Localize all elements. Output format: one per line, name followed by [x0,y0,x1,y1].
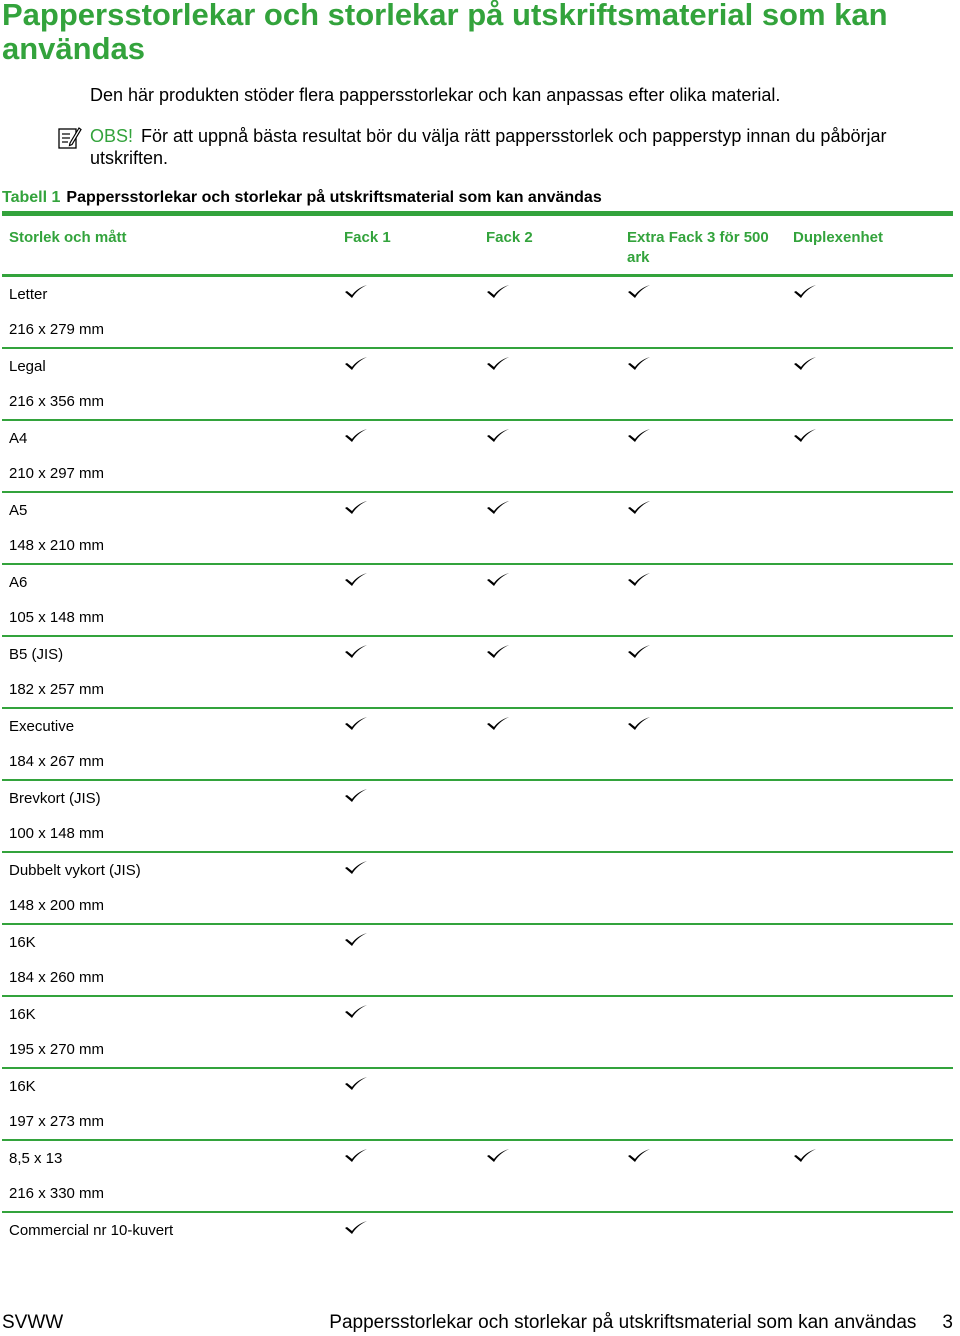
column-header-tray2: Fack 2 [479,216,620,276]
support-cell [620,564,786,600]
checkmark-icon [793,356,817,372]
checkmark-icon [344,572,368,588]
table-row-dimensions [2,888,953,924]
empty-cell [337,312,479,348]
checkmark-icon [793,428,817,444]
checkmark-icon [627,284,651,300]
table-row-dimensions [2,384,953,420]
page-footer [2,1312,953,1336]
empty-cell [786,672,953,708]
support-cell [786,492,953,528]
column-header-duplex: Duplexenhet [786,216,953,276]
page-number: 3 [942,1312,953,1333]
support-cell [786,996,953,1032]
empty-cell [337,672,479,708]
empty-cell [786,816,953,852]
empty-cell [479,744,620,780]
footer-left: SVWW [2,1312,64,1333]
support-cell [479,924,620,960]
size-name: 8,5 x 13 [9,1149,63,1167]
support-cell [786,1140,953,1176]
empty-cell [337,1176,479,1212]
support-cell [786,420,953,456]
support-cell [479,636,620,672]
support-cell [620,420,786,456]
size-name: 16K [9,933,36,951]
empty-cell [620,960,786,996]
checkmark-icon [486,716,510,732]
empty-cell [786,312,953,348]
support-cell [620,924,786,960]
checkmark-icon [344,500,368,516]
support-cell [337,564,479,600]
empty-cell [337,1104,479,1140]
table-row [2,996,953,1032]
empty-cell [786,1032,953,1068]
support-cell [786,708,953,744]
support-cell [337,780,479,816]
checkmark-icon [344,428,368,444]
table-row [2,420,953,456]
support-cell [786,636,953,672]
table-row-dimensions [2,456,953,492]
empty-cell [337,816,479,852]
support-cell [620,276,786,312]
empty-cell [786,528,953,564]
column-header-tray1: Fack 1 [337,216,479,276]
intro-paragraph: Den här produkten stöder flera pappersstorlekar och kan anpassas efter olika material. [90,85,781,105]
table-row [2,492,953,528]
support-cell [620,1140,786,1176]
table-row [2,780,953,816]
checkmark-icon [627,356,651,372]
support-cell [337,492,479,528]
checkmark-icon [486,572,510,588]
note-text: För att uppnå bästa resultat bör du välja rätt pappersstorlek och papperstyp innan du påbörjar utskriften. [90,126,887,168]
empty-cell [479,816,620,852]
support-cell [620,1068,786,1104]
table-row-dimensions [2,1104,953,1140]
empty-cell [620,384,786,420]
empty-cell [479,600,620,636]
table-row-dimensions [2,744,953,780]
table-row [2,348,953,384]
size-name: A5 [9,501,28,519]
table-header-row [2,216,953,276]
checkmark-icon [344,644,368,660]
support-cell [479,1068,620,1104]
support-cell [620,636,786,672]
empty-cell [620,1032,786,1068]
support-cell [337,708,479,744]
support-cell [479,1212,620,1248]
size-dimensions: 184 x 267 mm [2,744,337,780]
support-cell [337,636,479,672]
checkmark-icon [344,1148,368,1164]
support-cell [479,708,620,744]
checkmark-icon [344,932,368,948]
empty-cell [479,456,620,492]
support-cell [337,420,479,456]
table-row-dimensions [2,1032,953,1068]
size-name: B5 (JIS) [9,645,64,663]
empty-cell [786,1104,953,1140]
support-cell [786,1068,953,1104]
empty-cell [786,456,953,492]
empty-cell [620,528,786,564]
table-row [2,708,953,744]
checkmark-icon [627,716,651,732]
size-name: Legal [9,357,46,375]
empty-cell [786,744,953,780]
size-name: 16K [9,1005,36,1023]
support-cell [337,996,479,1032]
support-cell [479,420,620,456]
table-caption-text: Pappersstorlekar och storlekar på utskriftsmaterial som kan användas [66,189,602,206]
empty-cell [337,960,479,996]
table-row-dimensions [2,816,953,852]
table-body [2,276,953,1248]
size-dimensions: 195 x 270 mm [2,1032,337,1068]
empty-cell [620,1104,786,1140]
checkmark-icon [344,356,368,372]
support-cell [337,1212,479,1248]
table-caption-prefix: Tabell 1 [2,189,61,206]
size-dimensions: 182 x 257 mm [2,672,337,708]
table-row [2,636,953,672]
size-name: Commercial nr 10-kuvert [9,1221,174,1239]
size-dimensions: 105 x 148 mm [2,600,337,636]
checkmark-icon [627,644,651,660]
support-cell [337,348,479,384]
support-cell [786,1212,953,1248]
size-dimensions: 197 x 273 mm [2,1104,337,1140]
table-row [2,1212,953,1248]
support-cell [620,708,786,744]
paper-size-table [2,211,953,1248]
support-cell [620,996,786,1032]
page-title: Pappersstorlekar och storlekar på utskriftsmaterial som kan användas [2,0,888,66]
empty-cell [786,1176,953,1212]
checkmark-icon [344,1220,368,1236]
empty-cell [479,1176,620,1212]
size-name: Executive [9,717,75,735]
support-cell [337,924,479,960]
checkmark-icon [486,428,510,444]
size-name: A6 [9,573,28,591]
size-name: Dubbelt vykort (JIS) [9,861,141,879]
size-name: Brevkort (JIS) [9,789,101,807]
size-name: Letter [9,285,48,303]
empty-cell [620,672,786,708]
checkmark-icon [344,716,368,732]
support-cell [620,780,786,816]
empty-cell [337,384,479,420]
empty-cell [337,456,479,492]
empty-cell [479,672,620,708]
table-row-dimensions [2,1176,953,1212]
support-cell [479,564,620,600]
table-row [2,564,953,600]
empty-cell [479,528,620,564]
support-cell [337,1140,479,1176]
support-cell [479,852,620,888]
checkmark-icon [793,284,817,300]
support-cell [620,348,786,384]
table-row-dimensions [2,600,953,636]
note-pencil-icon [56,125,82,151]
support-cell [479,276,620,312]
checkmark-icon [486,356,510,372]
empty-cell [786,600,953,636]
checkmark-icon [486,1148,510,1164]
empty-cell [479,312,620,348]
empty-cell [337,1032,479,1068]
note-label: OBS! [90,126,134,146]
empty-cell [337,888,479,924]
size-dimensions: 100 x 148 mm [2,816,337,852]
checkmark-icon [486,644,510,660]
checkmark-icon [344,1076,368,1092]
empty-cell [620,456,786,492]
support-cell [479,348,620,384]
support-cell [620,852,786,888]
support-cell [479,780,620,816]
support-cell [337,276,479,312]
table-caption [2,188,952,208]
size-name: A4 [9,429,28,447]
support-cell [479,996,620,1032]
empty-cell [786,960,953,996]
empty-cell [620,1176,786,1212]
footer-right [329,1312,953,1334]
support-cell [786,564,953,600]
checkmark-icon [627,500,651,516]
table-row-dimensions [2,960,953,996]
empty-cell [620,888,786,924]
size-dimensions: 184 x 260 mm [2,960,337,996]
table-row [2,924,953,960]
checkmark-icon [486,500,510,516]
empty-cell [786,888,953,924]
empty-cell [620,816,786,852]
empty-cell [786,384,953,420]
checkmark-icon [344,284,368,300]
checkmark-icon [627,572,651,588]
empty-cell [337,528,479,564]
support-cell [337,852,479,888]
checkmark-icon [344,788,368,804]
table-row [2,1068,953,1104]
footer-section-title: Pappersstorlekar och storlekar på utskriftsmaterial som kan användas [329,1312,917,1333]
column-header-size: Storlek och mått [2,216,337,276]
empty-cell [337,600,479,636]
support-cell [786,276,953,312]
support-cell [479,492,620,528]
size-dimensions: 148 x 210 mm [2,528,337,564]
size-dimensions: 210 x 297 mm [2,456,337,492]
table-row-dimensions [2,312,953,348]
support-cell [786,780,953,816]
size-dimensions: 216 x 330 mm [2,1176,337,1212]
empty-cell [479,888,620,924]
empty-cell [337,744,479,780]
size-dimensions: 216 x 279 mm [2,312,337,348]
empty-cell [620,312,786,348]
checkmark-icon [486,284,510,300]
empty-cell [479,384,620,420]
table-row-dimensions [2,528,953,564]
support-cell [337,1068,479,1104]
support-cell [620,492,786,528]
table-row [2,852,953,888]
size-name: 16K [9,1077,36,1095]
support-cell [786,852,953,888]
column-header-tray3: Extra Fack 3 för 500 ark [620,216,786,276]
checkmark-icon [793,1148,817,1164]
table-row-dimensions [2,672,953,708]
checkmark-icon [344,1004,368,1020]
checkmark-icon [344,860,368,876]
support-cell [620,1212,786,1248]
empty-cell [479,1032,620,1068]
note-block [56,125,956,169]
checkmark-icon [627,428,651,444]
table-row [2,1140,953,1176]
size-dimensions: 148 x 200 mm [2,888,337,924]
empty-cell [620,744,786,780]
empty-cell [479,1104,620,1140]
empty-cell [620,600,786,636]
support-cell [786,348,953,384]
size-dimensions: 216 x 356 mm [2,384,337,420]
checkmark-icon [627,1148,651,1164]
table-row [2,276,953,312]
support-cell [786,924,953,960]
empty-cell [479,960,620,996]
support-cell [479,1140,620,1176]
